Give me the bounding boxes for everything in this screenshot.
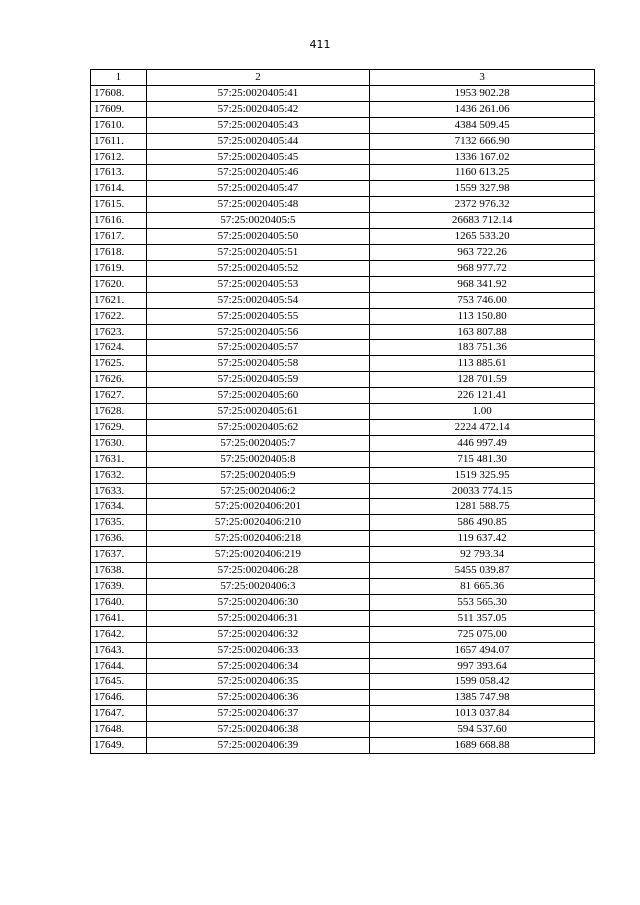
table-row: [91, 197, 595, 213]
table-row: [91, 388, 595, 404]
table-row: [91, 101, 595, 117]
row-number-cell: 17626.: [91, 372, 147, 388]
cadastral-number-cell: 57:25:0020405:41: [146, 85, 370, 101]
value-cell: 7132 666.90: [370, 133, 595, 149]
row-number-cell: 17638.: [91, 563, 147, 579]
row-number-cell: 17618.: [91, 244, 147, 260]
cadastral-number-cell: 57:25:0020405:59: [146, 372, 370, 388]
value-cell: 1559 327.98: [370, 181, 595, 197]
row-number-cell: 17633.: [91, 483, 147, 499]
value-cell: 1013 037.84: [370, 706, 595, 722]
value-cell: 2372 976.32: [370, 197, 595, 213]
row-number-cell: 17612.: [91, 149, 147, 165]
data-table: [90, 69, 595, 754]
table-row: [91, 340, 595, 356]
row-number-cell: 17629.: [91, 419, 147, 435]
cadastral-number-cell: 57:25:0020406:32: [146, 626, 370, 642]
cadastral-number-cell: 57:25:0020406:36: [146, 690, 370, 706]
header-col-1: 1: [91, 70, 147, 86]
cadastral-number-cell: 57:25:0020405:57: [146, 340, 370, 356]
value-cell: 963 722.26: [370, 244, 595, 260]
value-cell: 113 150.80: [370, 308, 595, 324]
table-body: [91, 85, 595, 753]
value-cell: 1953 902.28: [370, 85, 595, 101]
row-number-cell: 17645.: [91, 674, 147, 690]
cadastral-number-cell: 57:25:0020406:35: [146, 674, 370, 690]
value-cell: 119 637.42: [370, 531, 595, 547]
row-number-cell: 17634.: [91, 499, 147, 515]
cadastral-number-cell: 57:25:0020405:46: [146, 165, 370, 181]
table-row: [91, 594, 595, 610]
table-row: [91, 610, 595, 626]
table-row: [91, 276, 595, 292]
cadastral-number-cell: 57:25:0020406:34: [146, 658, 370, 674]
cadastral-number-cell: 57:25:0020405:60: [146, 388, 370, 404]
table-row: [91, 531, 595, 547]
table-row: [91, 563, 595, 579]
row-number-cell: 17623.: [91, 324, 147, 340]
row-number-cell: 17616.: [91, 213, 147, 229]
value-cell: 594 537.60: [370, 722, 595, 738]
table-row: [91, 308, 595, 324]
value-cell: 183 751.36: [370, 340, 595, 356]
table-row: [91, 260, 595, 276]
table-row: [91, 356, 595, 372]
table-row: [91, 213, 595, 229]
value-cell: 26683 712.14: [370, 213, 595, 229]
row-number-cell: 17610.: [91, 117, 147, 133]
row-number-cell: 17627.: [91, 388, 147, 404]
cadastral-number-cell: 57:25:0020406:39: [146, 738, 370, 754]
value-cell: 553 565.30: [370, 594, 595, 610]
table-row: [91, 149, 595, 165]
value-cell: 1265 533.20: [370, 229, 595, 245]
row-number-cell: 17647.: [91, 706, 147, 722]
cadastral-number-cell: 57:25:0020405:51: [146, 244, 370, 260]
header-col-3: 3: [370, 70, 595, 86]
value-cell: 997 393.64: [370, 658, 595, 674]
value-cell: 446 997.49: [370, 435, 595, 451]
cadastral-number-cell: 57:25:0020405:62: [146, 419, 370, 435]
row-number-cell: 17628.: [91, 404, 147, 420]
table-row: [91, 451, 595, 467]
table-row: [91, 165, 595, 181]
row-number-cell: 17622.: [91, 308, 147, 324]
value-cell: 81 665.36: [370, 579, 595, 595]
table-row: [91, 547, 595, 563]
row-number-cell: 17639.: [91, 579, 147, 595]
table-row: [91, 579, 595, 595]
row-number-cell: 17621.: [91, 292, 147, 308]
cadastral-number-cell: 57:25:0020405:56: [146, 324, 370, 340]
cadastral-number-cell: 57:25:0020405:43: [146, 117, 370, 133]
value-cell: 1436 261.06: [370, 101, 595, 117]
cadastral-number-cell: 57:25:0020405:44: [146, 133, 370, 149]
value-cell: 1281 588.75: [370, 499, 595, 515]
cadastral-number-cell: 57:25:0020405:47: [146, 181, 370, 197]
cadastral-number-cell: 57:25:0020405:7: [146, 435, 370, 451]
row-number-cell: 17640.: [91, 594, 147, 610]
row-number-cell: 17608.: [91, 85, 147, 101]
table-row: [91, 292, 595, 308]
cadastral-number-cell: 57:25:0020405:8: [146, 451, 370, 467]
value-cell: 163 807.88: [370, 324, 595, 340]
cadastral-number-cell: 57:25:0020405:61: [146, 404, 370, 420]
table-row: [91, 419, 595, 435]
row-number-cell: 17636.: [91, 531, 147, 547]
value-cell: 1689 668.88: [370, 738, 595, 754]
row-number-cell: 17635.: [91, 515, 147, 531]
row-number-cell: 17641.: [91, 610, 147, 626]
table-row: [91, 483, 595, 499]
value-cell: 715 481.30: [370, 451, 595, 467]
table-row: [91, 133, 595, 149]
value-cell: 753 746.00: [370, 292, 595, 308]
table-row: [91, 738, 595, 754]
row-number-cell: 17632.: [91, 467, 147, 483]
table-row: [91, 642, 595, 658]
value-cell: 1599 058.42: [370, 674, 595, 690]
cadastral-number-cell: 57:25:0020406:37: [146, 706, 370, 722]
cadastral-number-cell: 57:25:0020406:31: [146, 610, 370, 626]
cadastral-number-cell: 57:25:0020406:201: [146, 499, 370, 515]
row-number-cell: 17644.: [91, 658, 147, 674]
table-row: [91, 515, 595, 531]
value-cell: 226 121.41: [370, 388, 595, 404]
table-header-row: [91, 70, 595, 86]
table-row: [91, 117, 595, 133]
value-cell: 4384 509.45: [370, 117, 595, 133]
cadastral-number-cell: 57:25:0020406:219: [146, 547, 370, 563]
cadastral-number-cell: 57:25:0020405:58: [146, 356, 370, 372]
table-row: [91, 658, 595, 674]
row-number-cell: 17617.: [91, 229, 147, 245]
table-row: [91, 722, 595, 738]
value-cell: 1519 325.95: [370, 467, 595, 483]
value-cell: 1.00: [370, 404, 595, 420]
cadastral-number-cell: 57:25:0020405:48: [146, 197, 370, 213]
row-number-cell: 17649.: [91, 738, 147, 754]
cadastral-number-cell: 57:25:0020405:45: [146, 149, 370, 165]
row-number-cell: 17642.: [91, 626, 147, 642]
value-cell: 725 075.00: [370, 626, 595, 642]
table-row: [91, 467, 595, 483]
table-row: [91, 404, 595, 420]
row-number-cell: 17609.: [91, 101, 147, 117]
row-number-cell: 17625.: [91, 356, 147, 372]
value-cell: 2224 472.14: [370, 419, 595, 435]
value-cell: 113 885.61: [370, 356, 595, 372]
row-number-cell: 17611.: [91, 133, 147, 149]
cadastral-number-cell: 57:25:0020406:33: [146, 642, 370, 658]
cadastral-number-cell: 57:25:0020406:210: [146, 515, 370, 531]
cadastral-number-cell: 57:25:0020405:42: [146, 101, 370, 117]
table-row: [91, 706, 595, 722]
table-row: [91, 372, 595, 388]
value-cell: 586 490.85: [370, 515, 595, 531]
value-cell: 128 701.59: [370, 372, 595, 388]
table-row: [91, 674, 595, 690]
cadastral-number-cell: 57:25:0020406:2: [146, 483, 370, 499]
cadastral-number-cell: 57:25:0020405:52: [146, 260, 370, 276]
value-cell: 968 341.92: [370, 276, 595, 292]
value-cell: 968 977.72: [370, 260, 595, 276]
header-col-2: 2: [146, 70, 370, 86]
value-cell: 511 357.05: [370, 610, 595, 626]
row-number-cell: 17631.: [91, 451, 147, 467]
row-number-cell: 17643.: [91, 642, 147, 658]
row-number-cell: 17646.: [91, 690, 147, 706]
page-number: 411: [309, 38, 331, 51]
row-number-cell: 17620.: [91, 276, 147, 292]
cadastral-number-cell: 57:25:0020406:30: [146, 594, 370, 610]
value-cell: 20033 774.15: [370, 483, 595, 499]
table-row: [91, 244, 595, 260]
value-cell: 1160 613.25: [370, 165, 595, 181]
row-number-cell: 17619.: [91, 260, 147, 276]
value-cell: 1385 747.98: [370, 690, 595, 706]
row-number-cell: 17613.: [91, 165, 147, 181]
cadastral-number-cell: 57:25:0020405:50: [146, 229, 370, 245]
cadastral-number-cell: 57:25:0020406:3: [146, 579, 370, 595]
row-number-cell: 17630.: [91, 435, 147, 451]
value-cell: 1657 494.07: [370, 642, 595, 658]
cadastral-number-cell: 57:25:0020405:53: [146, 276, 370, 292]
table-row: [91, 435, 595, 451]
table-row: [91, 85, 595, 101]
row-number-cell: 17614.: [91, 181, 147, 197]
cadastral-number-cell: 57:25:0020405:5: [146, 213, 370, 229]
cadastral-number-cell: 57:25:0020406:38: [146, 722, 370, 738]
row-number-cell: 17615.: [91, 197, 147, 213]
cadastral-number-cell: 57:25:0020406:218: [146, 531, 370, 547]
value-cell: 92 793.34: [370, 547, 595, 563]
table-row: [91, 324, 595, 340]
row-number-cell: 17648.: [91, 722, 147, 738]
cadastral-number-cell: 57:25:0020405:55: [146, 308, 370, 324]
cadastral-number-cell: 57:25:0020405:54: [146, 292, 370, 308]
table-row: [91, 181, 595, 197]
table-row: [91, 690, 595, 706]
table-row: [91, 626, 595, 642]
table-row: [91, 499, 595, 515]
value-cell: 5455 039.87: [370, 563, 595, 579]
row-number-cell: 17637.: [91, 547, 147, 563]
cadastral-number-cell: 57:25:0020406:28: [146, 563, 370, 579]
cadastral-number-cell: 57:25:0020405:9: [146, 467, 370, 483]
value-cell: 1336 167.02: [370, 149, 595, 165]
table-row: [91, 229, 595, 245]
row-number-cell: 17624.: [91, 340, 147, 356]
